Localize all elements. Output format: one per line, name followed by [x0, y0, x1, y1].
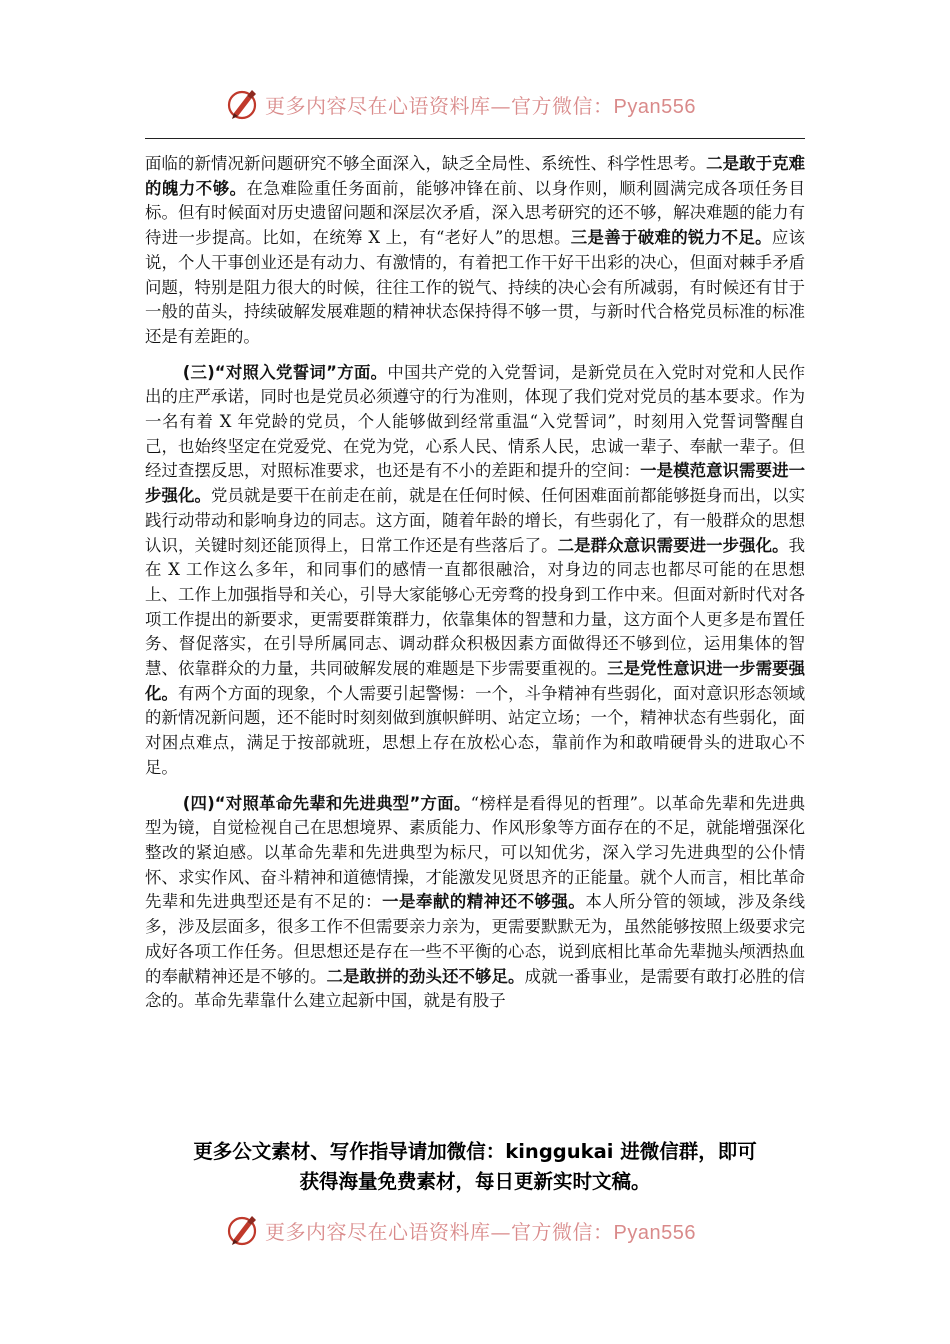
header-banner-text: 更多内容尽在心语资料库—官方微信：Pyan556 — [265, 93, 696, 118]
promo-line-1: 更多公文素材、写作指导请加微信：kinggukai 进微信群，即可 — [193, 1140, 757, 1163]
bold-heading-run: 二是群众意识需要进一步强化。 — [557, 535, 789, 555]
text-run: 面临的新情况新问题研究不够全面深入，缺乏全局性、系统性、科学性思考。 — [145, 154, 707, 173]
promo-notice — [145, 1137, 805, 1197]
pen-logo-icon — [225, 1212, 261, 1248]
bold-heading-run: (四)“对照革命先辈和先进典型”方面。 — [182, 793, 471, 813]
bold-heading-run: 二是敢于克难的魄力不够。 — [145, 154, 805, 198]
text-run: 成就一番事业，是需要有敢打必胜的信念的。革命先辈靠什么建立起新中国，就是有股子 — [145, 966, 806, 1011]
paragraph-3 — [145, 792, 805, 1014]
text-run: 党员就是要干在前走在前，就是在任何时候、任何困难面前都能够挺身而出，以实践行动带动和影响身边的同志。这方面，随着年龄的增长，有些弱化了，有一般群众的思想认识，关键时刻还能顶得上，日常工作还是有些落后了。 — [145, 486, 806, 555]
footer-banner-text: 更多内容尽在心语资料库—官方微信：Pyan556 — [265, 1219, 696, 1244]
bold-heading-run: 三是善于破难的锐力不足。 — [570, 228, 772, 248]
paragraph-2 — [145, 361, 805, 781]
bold-heading-run: 二是敢拼的劲头还不够足。 — [326, 966, 525, 986]
bold-heading-run: (三)“对照入党誓词”方面。 — [182, 362, 388, 382]
text-run: 我在 X 工作这么多年，和同事们的感情一直都很融洽，对身边的同志也都尽可能的在思想上、工作上加强指导和关心，引导大家能够心无旁骛的投身到工作中来。但面对新时代对各项工作提出的新要求，更需要群策群力，依靠集体的智慧和力量，这方面个人更多是布置任务、督促落实，在引导所属同志、调动群众积极因素方面做得还不够到位，运用集体的智慧、依靠群众的力量，共同破解发展的难题是下步需要重视的。 — [145, 535, 806, 679]
pen-logo-icon — [225, 86, 261, 122]
paragraph-1 — [145, 152, 805, 350]
header-banner — [225, 84, 696, 124]
bold-heading-run: 一是模范意识需要进一步强化。 — [145, 461, 806, 506]
header-divider — [145, 138, 805, 139]
text-run: “榜样是看得见的哲理”。以革命先辈和先进典型为镜，自觉检视自己在思想境界、素质能力、作风形象等方面存在的不足，就能增强深化整改的紧迫感。以革命先辈和先进典型为标尺，可以知优劣，深入学习先进典型的公仆情怀、求实作风、奋斗精神和道德情操，才能激发见贤思齐的正能量。就个人而言，相比革命先辈和先进典型还是有不足的： — [145, 793, 805, 912]
text-run: 在急难险重任务面前，能够冲锋在前、以身作则，顺利圆满完成各项任务目标。但有时候面对历史遗留问题和深层次矛盾，深入思考研究的还不够，解决难题的能力有待进一步提高。比如，在统筹 X 上，有“老好人”的思想。 — [145, 178, 806, 248]
text-run: 本人所分管的领域，涉及条线多，涉及层面多，很多工作不但需要亲力亲为，更需要默默无为，虽然能够按照上级要求完成好各项工作任务。但思想还是存在一些不平衡的心态，说到底相比革命先辈抛头颅洒热血的奉献精神还是不够的。 — [145, 892, 806, 986]
document-body — [145, 152, 805, 1014]
bold-heading-run: 三是党性意识进一步需要强化。 — [145, 659, 805, 703]
bold-heading-run: 一是奉献的精神还不够强。 — [382, 892, 586, 912]
text-run: 应该说，个人干事创业还是有动力、有激情的，有着把工作干好干出彩的决心，但面对棘手矛盾问题，特别是阻力很大的时候，往往工作的锐气、持续的决心会有所减弱，有时候还有甘于一般的苗头，持续破解发展难题的精神状态保持得不够一贯，与新时代合格党员标准的标准还是有差距的。 — [145, 228, 805, 346]
text-run: 中国共产党的入党誓词，是新党员在入党时对党和人民作出的庄严承诺，同时也是党员必须遵守的行为准则，体现了我们党对党员的基本要求。作为一名有着 X 年党龄的党员，个人能够做到经常重温“入党誓词”，时刻用入党誓词警醒自己，也始终坚定在党爱党、在党为党，心系人民、情系人民，忠诚一辈子、奉献一辈子。但经过查摆反思，对照标准要求，也还是有不小的差距和提升的空间： — [145, 362, 806, 481]
footer-banner — [225, 1210, 696, 1250]
text-run: 有两个方面的现象，个人需要引起警惕：一个，斗争精神有些弱化，面对意识形态领域的新情况新问题，还不能时时刻刻做到旗帜鲜明、站定立场；一个，精神状态有些弱化，面对困点难点，满足于按部就班，思想上存在放松心态，靠前作为和敢啃硬骨头的进取心不足。 — [145, 683, 806, 777]
promo-line-2: 获得海量免费素材，每日更新实时文稿。 — [299, 1170, 651, 1193]
